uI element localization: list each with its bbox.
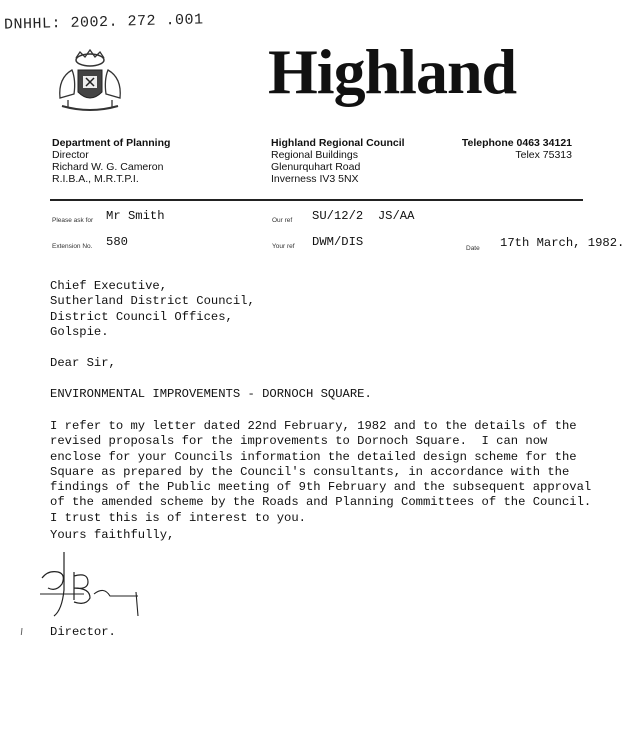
letter-body: I refer to my letter dated 22nd February, 1982 and to the details of the revised proposals for the improvements to Dornoch Square. I can now enclose for your Councils information the detailed design scheme for the Square as prepared by the Council's consultants, in accordance with the findings of the Public meeting of 9th February and the subsequent approval of the amended scheme by the Roads and Planning Committees of the Council. I trust this is of interest to you. (50, 419, 592, 525)
accession-number: DNHHL: 2002. 272 .001 (3, 11, 204, 34)
please-ask-label: Please ask for (52, 217, 94, 224)
your-ref-value: DWM/DIS (312, 235, 364, 249)
highland-wordmark: Highland (268, 36, 517, 107)
header-rule (50, 199, 583, 201)
contact-block (452, 137, 572, 161)
director-name: Richard W. G. Cameron (52, 161, 164, 173)
department-block (52, 137, 170, 185)
coat-of-arms-icon (50, 48, 130, 118)
closing: Yours faithfully, (50, 528, 175, 542)
council-road: Glenurquhart Road (271, 161, 361, 173)
our-ref-value: SU/12/2 JS/AA (312, 209, 415, 223)
date-value: 17th March, 1982. (500, 236, 625, 250)
council-name: Highland Regional Council (271, 137, 405, 149)
date-label: Date (466, 245, 480, 252)
council-town: Inverness IV3 5NX (271, 173, 359, 185)
subject-line: ENVIRONMENTAL IMPROVEMENTS - DORNOCH SQUARE. (50, 387, 372, 401)
recipient-line: Golspie. (50, 324, 109, 339)
signature-icon (18, 550, 148, 635)
please-ask-value: Mr Smith (106, 209, 165, 223)
your-ref-label: Your ref (272, 243, 295, 250)
council-building: Regional Buildings (271, 149, 358, 161)
our-ref-label: Our ref (272, 217, 293, 224)
recipient-line: Sutherland District Council, (50, 294, 255, 309)
council-address-block (271, 137, 405, 185)
recipient-address (50, 279, 255, 340)
telephone: Telephone 0463 34121 (461, 137, 572, 149)
extension-value: 580 (106, 235, 128, 249)
department-name: Department of Planning (52, 137, 171, 149)
director-title: Director (52, 149, 89, 161)
director-qualifications: R.I.B.A., M.R.T.P.I. (52, 173, 139, 185)
recipient-line: District Council Offices, (50, 309, 233, 324)
extension-label: Extension No. (52, 243, 93, 250)
signoff-title: Director. (50, 625, 116, 639)
recipient-line: Chief Executive, (50, 279, 168, 293)
salutation: Dear Sir, (50, 356, 116, 370)
telex: Telex 75313 (515, 149, 572, 161)
